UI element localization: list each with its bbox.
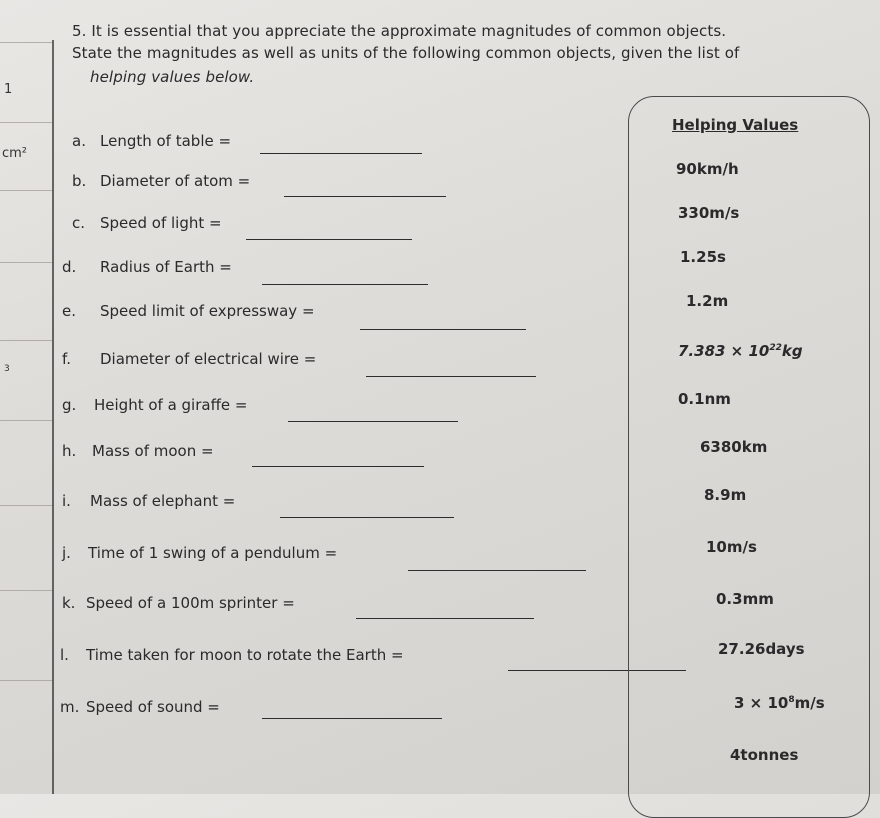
- question-text: Mass of elephant =: [90, 492, 236, 510]
- background-rule: [0, 122, 52, 123]
- helping-value: 330m/s: [678, 204, 740, 222]
- margin-rule: [52, 40, 54, 794]
- answer-blank[interactable]: [260, 153, 422, 154]
- background-rule: [0, 680, 52, 681]
- question-text: Time taken for moon to rotate the Earth =: [86, 646, 404, 664]
- question-text: Length of table =: [100, 132, 232, 150]
- question-heading-line-2: State the magnitudes as well as units of the following common objects, given the list of: [72, 44, 740, 62]
- answer-blank[interactable]: [408, 570, 586, 571]
- question-label: b.: [72, 172, 87, 190]
- helping-value: 27.26days: [718, 640, 805, 658]
- question-text: Diameter of electrical wire =: [100, 350, 317, 368]
- helping-value: $3 \times 10^8m/s$: [734, 694, 825, 712]
- helping-value: 10m/s: [706, 538, 757, 556]
- question-label: j.: [62, 544, 71, 562]
- helping-value: 90km/h: [676, 160, 739, 178]
- question-text: Mass of moon =: [92, 442, 214, 460]
- helping-values-title: Helping Values: [672, 116, 799, 134]
- question-text: Radius of Earth =: [100, 258, 232, 276]
- background-rule: [0, 505, 52, 506]
- background-rule: [0, 262, 52, 263]
- question-text: Speed of a 100m sprinter =: [86, 594, 295, 612]
- margin-fragment: 3: [4, 364, 10, 374]
- answer-blank[interactable]: [262, 718, 442, 719]
- question-label: k.: [62, 594, 76, 612]
- helping-value: 4tonnes: [730, 746, 799, 764]
- margin-fragment: cm²: [2, 146, 28, 161]
- question-label: l.: [60, 646, 69, 664]
- background-rule: [0, 590, 52, 591]
- answer-blank[interactable]: [284, 196, 446, 197]
- answer-blank[interactable]: [246, 239, 412, 240]
- answer-blank[interactable]: [280, 517, 454, 518]
- background-rule: [0, 420, 52, 421]
- question-label: g.: [62, 396, 77, 414]
- question-label: c.: [72, 214, 86, 232]
- answer-blank[interactable]: [356, 618, 534, 619]
- question-label: a.: [72, 132, 86, 150]
- question-label: h.: [62, 442, 77, 460]
- question-label: f.: [62, 350, 71, 368]
- background-rule: [0, 42, 52, 43]
- question-heading-line-1: 5. It is essential that you appreciate the approximate magnitudes of common objects.: [72, 22, 727, 40]
- question-heading-line-3: helping values below.: [90, 68, 255, 86]
- answer-blank[interactable]: [252, 466, 424, 467]
- answer-blank[interactable]: [262, 284, 428, 285]
- question-label: m.: [60, 698, 80, 716]
- helping-value: $7.383 \times 10^{22}kg$: [678, 342, 803, 360]
- answer-blank[interactable]: [360, 329, 526, 330]
- question-text: Diameter of atom =: [100, 172, 251, 190]
- question-text: Speed of sound =: [86, 698, 220, 716]
- helping-value: 1.2m: [686, 292, 729, 310]
- question-label: e.: [62, 302, 76, 320]
- background-rule: [0, 340, 52, 341]
- helping-value: 1.25s: [680, 248, 726, 266]
- question-text: Height of a giraffe =: [94, 396, 248, 414]
- answer-blank[interactable]: [288, 421, 458, 422]
- question-label: i.: [62, 492, 71, 510]
- question-text: Time of 1 swing of a pendulum =: [88, 544, 338, 562]
- helping-value: 0.3mm: [716, 590, 774, 608]
- answer-blank[interactable]: [366, 376, 536, 377]
- question-text: Speed of light =: [100, 214, 222, 232]
- helping-value: 6380km: [700, 438, 768, 456]
- question-text: Speed limit of expressway =: [100, 302, 315, 320]
- background-rule: [0, 190, 52, 191]
- helping-value: 0.1nm: [678, 390, 731, 408]
- helping-value: 8.9m: [704, 486, 747, 504]
- question-label: d.: [62, 258, 77, 276]
- margin-fragment: 1: [4, 82, 13, 97]
